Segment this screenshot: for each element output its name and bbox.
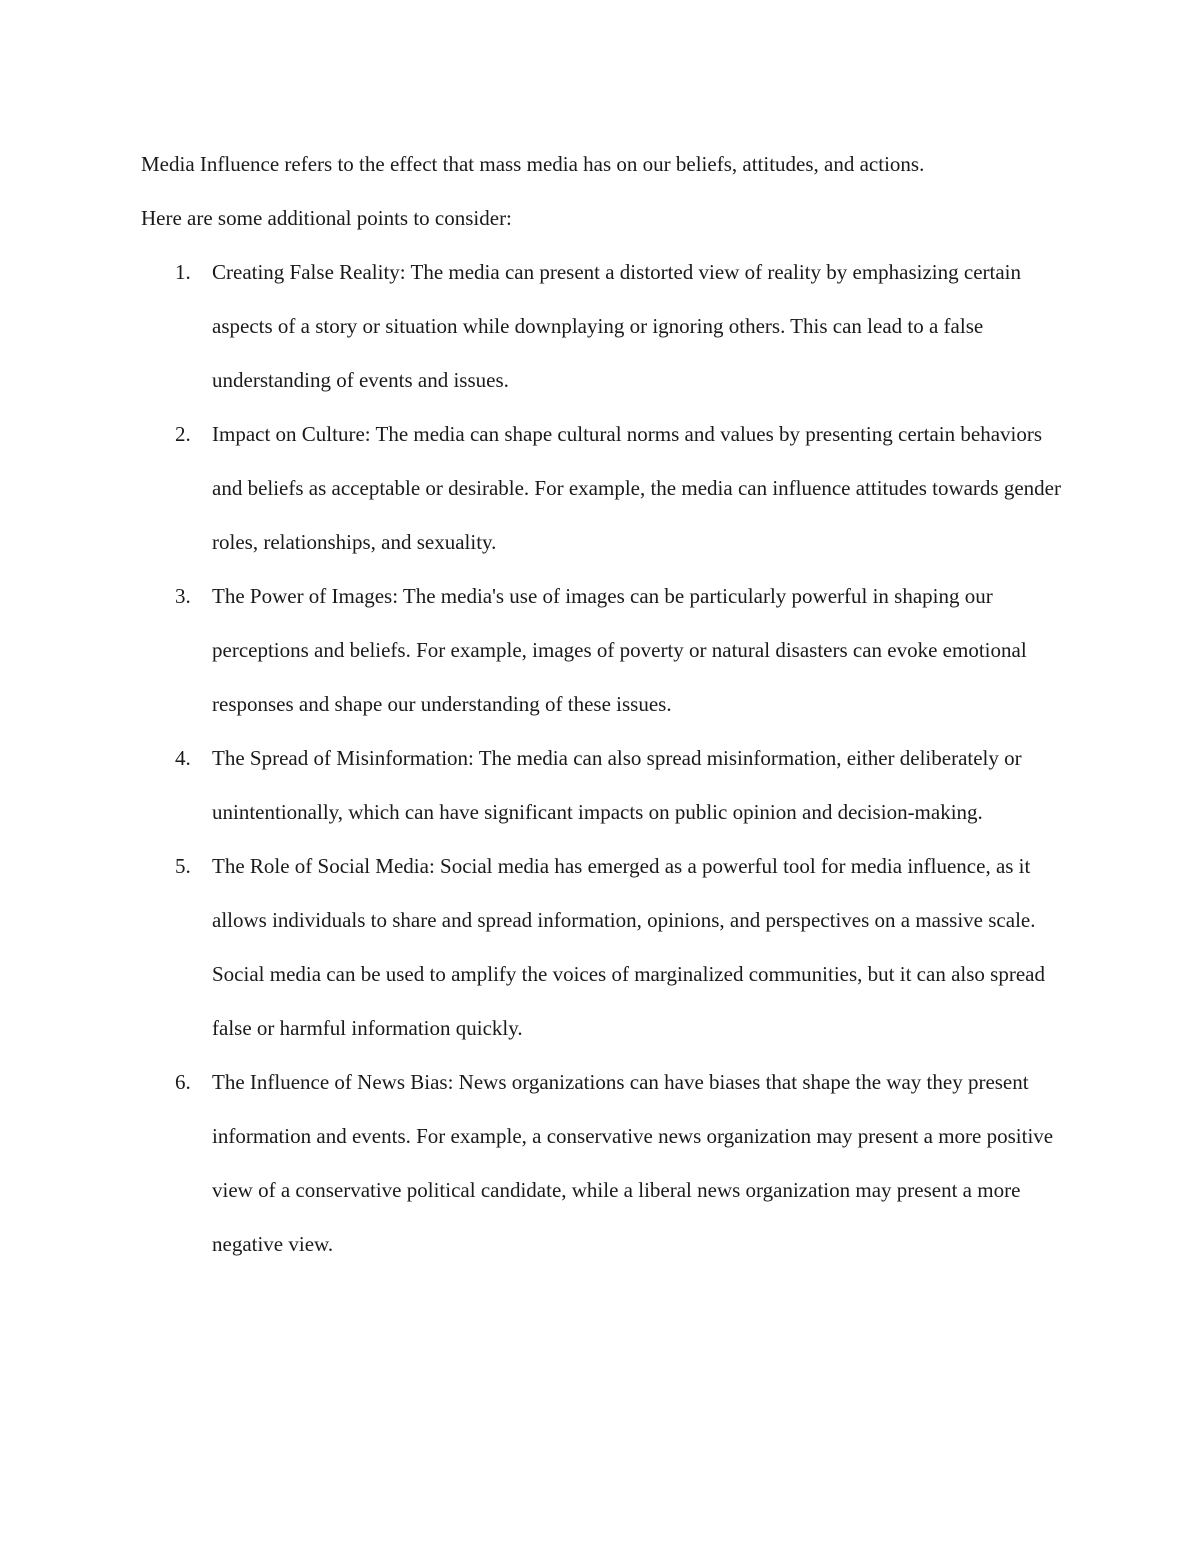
list-item-number: 3.: [175, 584, 191, 608]
list-item: [141, 1055, 1071, 1271]
list-item: [141, 731, 1071, 839]
intro-paragraph: Media Influence refers to the effect that mass media has on our beliefs, attitudes, and actions.: [141, 152, 925, 176]
list-item-text: Creating False Reality: The media can present a distorted view of reality by emphasizing certain aspects of a story or situation while downplaying or ignoring others. This can lead to a false understanding of events and issues.: [212, 260, 1022, 392]
list-item: [141, 407, 1071, 569]
intro-lead-in: Here are some additional points to consider:: [141, 206, 512, 230]
list-item: [141, 839, 1071, 1055]
list-item-number: 4.: [175, 746, 191, 770]
list-item-number: 5.: [175, 854, 191, 878]
list-item-text: The Role of Social Media: Social media has emerged as a powerful tool for media influence, as it allows individuals to share and spread information, opinions, and perspectives on a massive scale. Social media can be used to amplify the voices of marginalized communities, but it can also spread false or harmful information quickly.: [212, 854, 1045, 1040]
list-item-number: 6.: [175, 1070, 191, 1094]
list-item-number: 2.: [175, 422, 191, 446]
list-item-text: The Spread of Misinformation: The media can also spread misinformation, either deliberately or unintentionally, which can have significant impacts on public opinion and decision-making.: [212, 746, 1022, 824]
list-item-text: Impact on Culture: The media can shape cultural norms and values by presenting certain behaviors and beliefs as acceptable or desirable. For example, the media can influence attitudes towards gender roles, relationships, and sexuality.: [212, 422, 1061, 554]
list-item: [141, 569, 1071, 731]
document-body: [141, 137, 1071, 1271]
list-item-text: The Power of Images: The media's use of images can be particularly powerful in shaping our perceptions and beliefs. For example, images of poverty or natural disasters can evoke emotional responses and shape our understanding of these issues.: [212, 584, 1027, 716]
list-item-text: The Influence of News Bias: News organizations can have biases that shape the way they present information and events. For example, a conservative news organization may present a more positive view of a conservative political candidate, while a liberal news organization may present a more negative view.: [212, 1070, 1054, 1256]
list-item: [141, 245, 1071, 407]
points-list: [141, 245, 1071, 1271]
list-item-number: 1.: [175, 260, 191, 284]
